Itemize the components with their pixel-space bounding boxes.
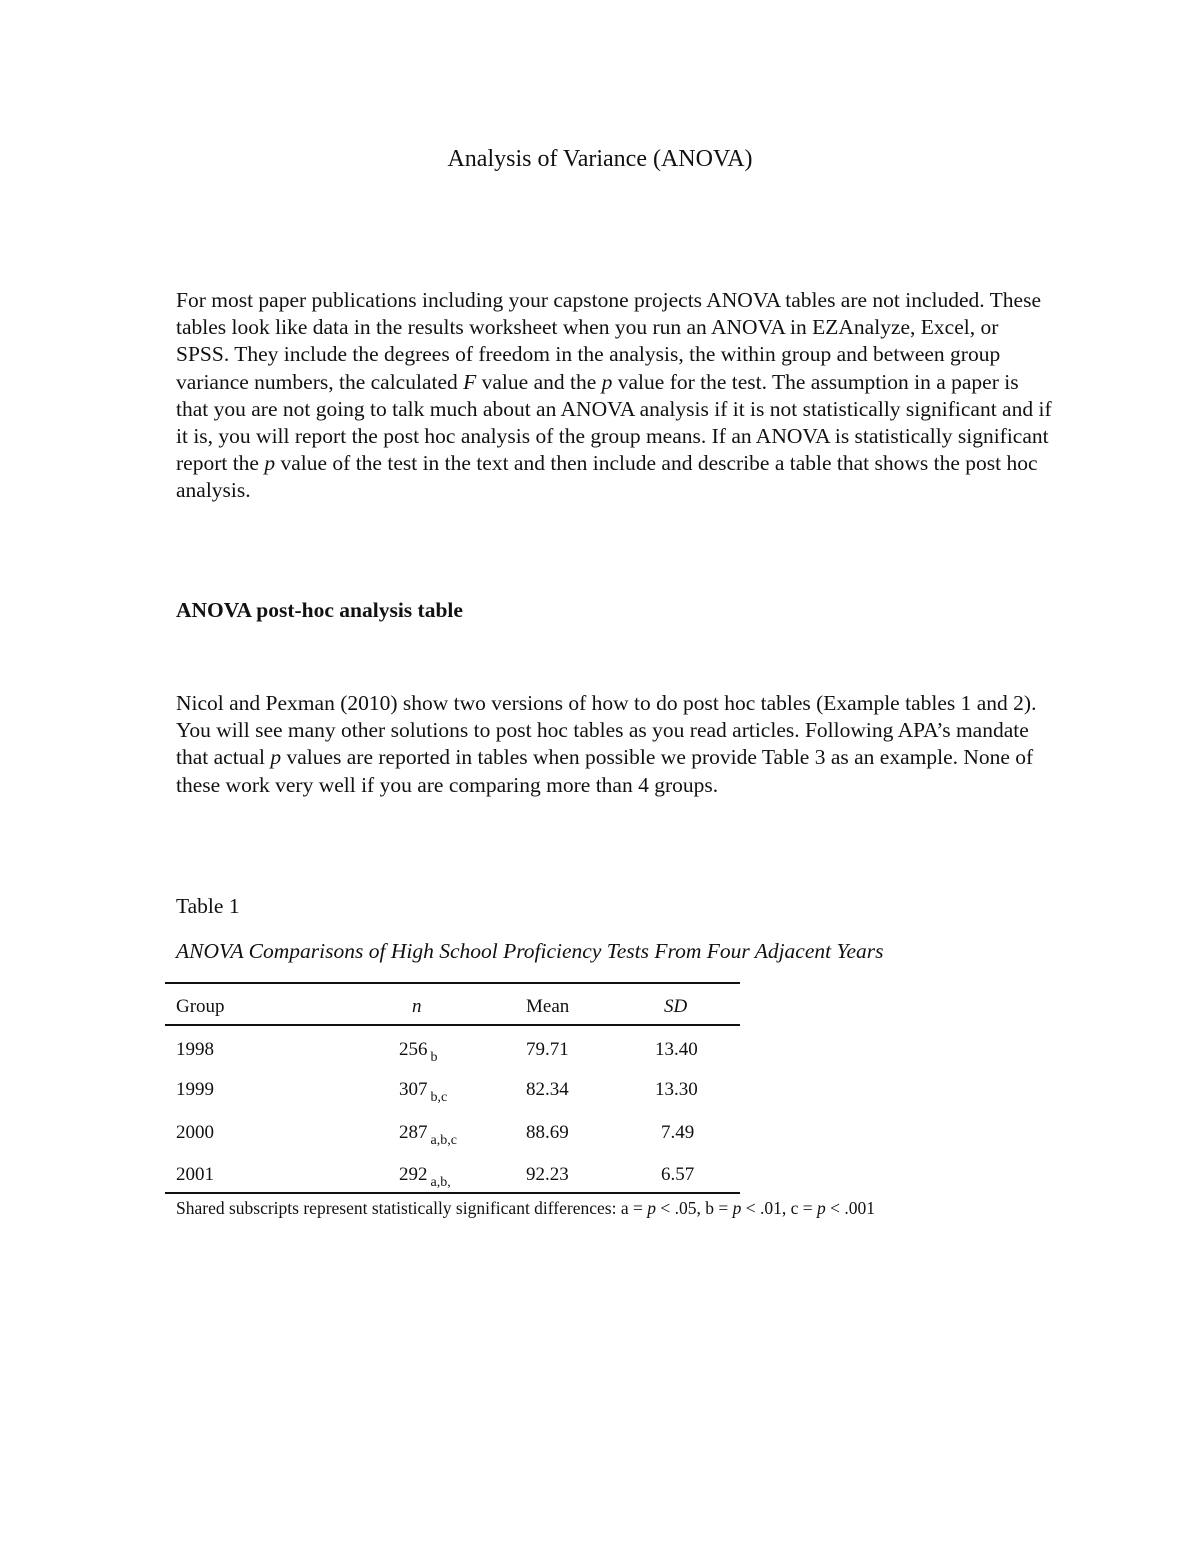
section-heading: ANOVA post-hoc analysis table	[176, 598, 463, 622]
intro-paragraph: For most paper publications including your capstone projects ANOVA tables are not included. These tables look like data in the results worksheet when you run an ANOVA in EZAnalyze, Excel, or SPSS. They include the degrees of freedom in the analysis, the within group and between group variance numbers, the calculated F value and the p value for the test. The assumption in a paper is that you are not going to talk much about an ANOVA analysis if it is not statistically significant and if it is, you will report the post hoc analysis of the group means. If an ANOVA is statistically significant report the p value of the test in the text and then include and describe a table that shows the post hoc analysis.	[176, 288, 1052, 503]
cell-n: 256 $_b$	[399, 1039, 438, 1065]
cell-n-subscript: a,b,c	[430, 1133, 457, 1148]
table-note: Shared subscripts represent statistically significant differences: a = p < .05, b = p < .01, c = p < .001	[176, 1198, 875, 1218]
table-label: Table 1	[176, 894, 240, 918]
cell-sd: 13.40	[655, 1039, 698, 1060]
cell-n-subscript: b	[430, 1050, 438, 1065]
cell-group: 1999	[176, 1079, 214, 1100]
table-header-rule	[165, 1024, 740, 1026]
header-group: Group	[176, 996, 225, 1017]
cell-sd: 6.57	[661, 1164, 695, 1185]
cell-n: 287 $_{a,b,c}$	[399, 1122, 457, 1148]
cell-sd: 7.49	[661, 1122, 695, 1143]
cell-group: 1998	[176, 1039, 214, 1060]
cell-n: 292 $_{a,b,}$	[399, 1164, 451, 1190]
header-sd: SD	[664, 996, 688, 1017]
cell-group: 2000	[176, 1122, 214, 1143]
cell-n: 307 $_{b,c}$	[399, 1079, 448, 1105]
cell-sd: 13.30	[655, 1079, 698, 1100]
cell-mean: 82.34	[526, 1079, 569, 1100]
table-caption: ANOVA Comparisons of High School Proficiency Tests From Four Adjacent Years	[176, 939, 884, 963]
post-hoc-paragraph: Nicol and Pexman (2010) show two versions of how to do post hoc tables (Example tables 1 and 2). You will see many other solutions to post hoc tables as you read articles. Following APA’s mandate that actual p values are reported in tables when possible we provide Table 3 as an example. None of these work very well if you are comparing more than 4 groups.	[176, 691, 1037, 797]
header-n: n	[412, 996, 422, 1017]
cell-group: 2001	[176, 1164, 214, 1185]
cell-n-subscript: b,c	[430, 1090, 448, 1105]
table-top-rule	[165, 982, 740, 984]
cell-n-subscript: a,b,	[430, 1175, 451, 1190]
cell-mean: 79.71	[526, 1039, 569, 1060]
document-title: Analysis of Variance (ANOVA)	[447, 146, 753, 172]
cell-mean: 92.23	[526, 1164, 569, 1185]
cell-mean: 88.69	[526, 1122, 569, 1143]
table-bottom-rule	[165, 1192, 740, 1194]
header-mean: Mean	[526, 996, 570, 1017]
